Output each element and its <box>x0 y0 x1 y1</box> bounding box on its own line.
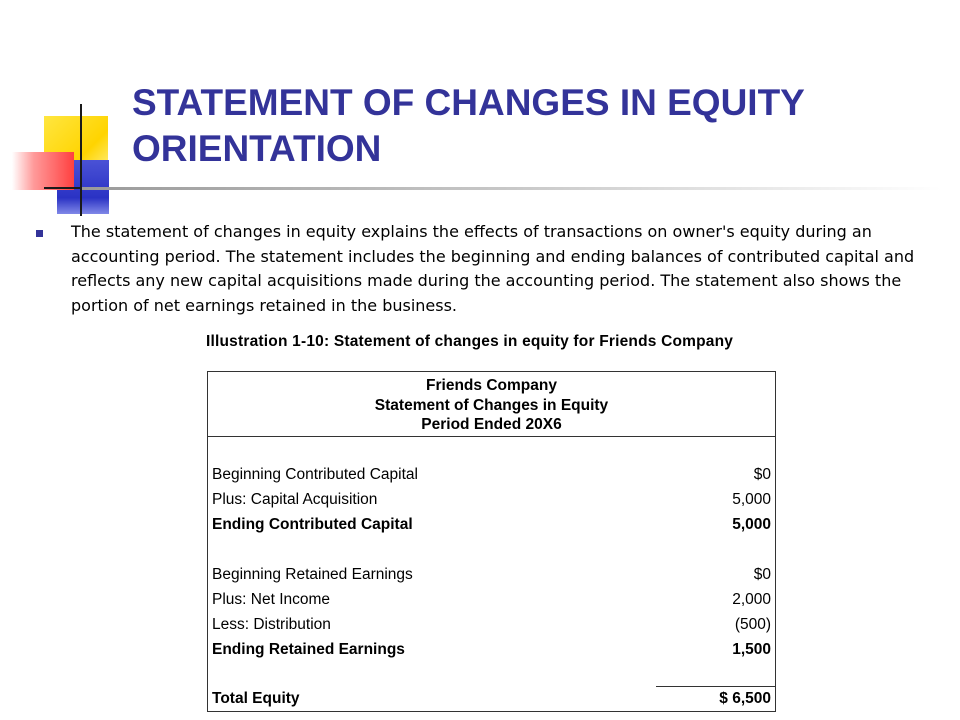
illustration-caption: Illustration 1-10: Statement of changes in equity for Friends Company <box>206 333 734 350</box>
row-value: 1,500 <box>732 641 771 658</box>
row-value: 5,000 <box>732 516 771 533</box>
statement-row-total <box>212 688 771 710</box>
row-label: Plus: Capital Acquisition <box>212 491 378 508</box>
row-label: Total Equity <box>212 690 300 707</box>
title-underline <box>82 187 942 190</box>
statement-header <box>208 372 775 437</box>
statement-row <box>212 614 771 636</box>
statement-period: Period Ended 20X6 <box>421 416 562 433</box>
row-label: Ending Retained Earnings <box>212 641 405 658</box>
square-bullet-icon <box>36 230 43 237</box>
slide-title <box>132 80 942 172</box>
decorative-vertical-line <box>80 104 82 216</box>
row-value: (500) <box>734 616 771 633</box>
title-line-1: STATEMENT OF CHANGES IN EQUITY <box>132 82 805 123</box>
total-rule <box>656 686 776 687</box>
row-label: Beginning Retained Earnings <box>212 566 413 583</box>
statement-row <box>212 564 771 586</box>
row-value: $0 <box>753 466 771 483</box>
row-label: Less: Distribution <box>212 616 331 633</box>
row-label: Beginning Contributed Capital <box>212 466 418 483</box>
statement-row <box>212 589 771 611</box>
row-value: $ 6,500 <box>719 690 771 707</box>
financial-statement <box>207 371 776 712</box>
statement-row-subtotal <box>212 514 771 536</box>
statement-row <box>212 464 771 486</box>
title-line-2: ORIENTATION <box>132 128 382 169</box>
decorative-red-block <box>12 152 74 190</box>
company-name: Friends Company <box>426 377 557 394</box>
row-value: 2,000 <box>732 591 771 608</box>
statement-row <box>212 489 771 511</box>
row-label: Ending Contributed Capital <box>212 516 413 533</box>
row-value: $0 <box>753 566 771 583</box>
row-value: 5,000 <box>732 491 771 508</box>
bullet-text: The statement of changes in equity explains the effects of transactions on owner's equity during an accounting period. The statement includes the beginning and ending balances of contributed capital and reflects any new capital acquisitions made during the accounting period. The statement also shows the portion of net earnings retained in the business. <box>71 222 915 315</box>
statement-row-subtotal <box>212 639 771 661</box>
row-label: Plus: Net Income <box>212 591 331 608</box>
statement-name: Statement of Changes in Equity <box>374 396 609 414</box>
bullet-list <box>36 220 932 318</box>
